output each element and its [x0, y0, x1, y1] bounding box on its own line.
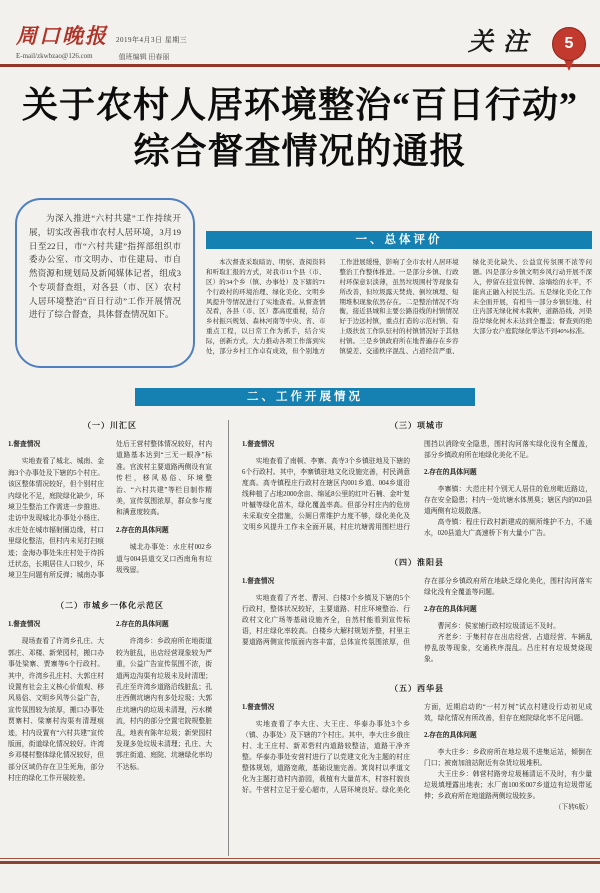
subsection-xiangcheng [242, 420, 592, 539]
continuation-note: （下转6版） [554, 804, 592, 811]
subsection-shifanqu [8, 600, 212, 785]
part-label-problems: 2.存在的具体问题 [424, 469, 477, 476]
part-label-inspection: 1.督查情况 [242, 704, 275, 711]
subsection-heading: （二）市城乡一体化示范区 [56, 600, 164, 610]
masthead [16, 26, 187, 62]
inspection-text: 实地查看了南顿、李寨、高寺3个乡镇驻地及下辖的6个行政村。其中，李寨镇驻地文化设施完善，村民满意度高。高寺镇程庄行政村在辖区内001乡道、004乡道沿线种植了占地2000余亩、绵延8公里的红叶石楠、金叶复叶槭等绿化苗木，绿化覆盖率高。但部分村庄内的危房未采取安全措施，公厕日常维护力度不够，绿化美化及文明乡风提升工作未全面开展，村庄坑塘需用围栏进行围挡以消除安全隐患，围村沟河落实绿化没有全覆盖，部分乡镇政府所在地绿化美化不足。 [242, 441, 592, 531]
problems-text: 李大庄乡：乡政府所在地垃圾不进集运站，倾倒在门口；被南加油站附近有杂货垃圾堆积。 [424, 749, 592, 767]
section-focus-label: 关注 [467, 29, 538, 56]
section-1-bar: 一、总体评价 [206, 231, 592, 249]
inspection-text: 现场查看了许湾乡孔庄、大郭庄、邓楼、新荣园村，搬口办事处梁寨、贾寨等6个行政村。其中，许湾乡孔庄村、大郭庄村设置有社会主义核心价值观、移风易俗、文明乡风等公益广告，宣传氛围较为浓厚，搬口办事处贾寨村、梁寨村沟渠有清理痕迹，村内设置有“六村共建”宣传版面，街道绿化情况较好。许湾乡邓楼村整体绿化情况较好，但部分区域仍存在卫生死角，部分村庄的绿化工作开展较差。 [8, 638, 104, 783]
part-label-problems: 2.存在的具体问题 [424, 606, 477, 613]
subsection-heading: （五）西华县 [390, 684, 444, 693]
section-overall-evaluation [206, 231, 592, 378]
problems-text: 齐老乡：于集村存在出店经营、占道经营、车辆乱停乱放等现象，交通秩序混乱。吕庄村有垃圾焚烧现象。 [424, 634, 592, 663]
masthead-email: E-mail/zkwbzao@126.com [16, 52, 93, 60]
paper-logo: 周口晚报 [16, 24, 108, 48]
masthead-editor: 值班编辑 田春丽 [118, 53, 170, 61]
headline [0, 82, 600, 174]
inspection-text: 实地查看了齐老、曹河、白楼3个乡镇及下辖的5个行政村，整体状况较好，主要道路、村庄环境整治、行政村文化广场等基础设施齐全，自然村能看到宣传标语，村庄绿化率较高。白楼乡大解村规划齐整，村里主要道路两侧宣传版面内容丰富，总体宣传氛围浓厚，但存在部分乡镇政府所在地缺乏绿化美化，围村沟河落实绿化没有全覆盖等问题。 [242, 578, 592, 646]
problems-text: 大王庄乡：韩营村路旁垃圾桶清运不及时，有少量垃圾填埋露出地表；水厂南100米007乡道边有垃圾带延伸；乡政府所在地道路两侧垃圾较多。 [424, 771, 592, 800]
subsection-chuanhui [8, 420, 212, 582]
part-label-inspection: 1.督查情况 [242, 441, 275, 448]
section-1-text: 本次督查采取暗访、明察、查阅资料和听取汇报的方式，对我市11个县（市、区）的34个乡（镇、办事处）及下辖的71个行政村的环境治理、绿化美化、文明乡风提升等情况进行了实地查看。从督查情况看，各县（市、区）都高度重视，结合乡村振兴规划、森林河南等中央、省、市重点工程，以日常工作为抓手，结合实际，创新方式，大力推动各项工作落到实处，部分乡村工作卓有成效，但个别地方工作进展缓慢，影响了全市农村人居环境整治工作整体推进。一是部分乡镇、行政村环保意识淡薄，虽然垃圾围村等现象有所改善，但垃圾露天焚烧、倒垃填埋、短期堆积现象依然存在。二是整治情况不均衡，接近县城和主要公路沿线的村镇情况好于边远村镇，重点打造的示范村镇、有上级扶贫工作队驻村的村镇情况好于其他村镇。三是乡镇政府所在地普遍存在乡容镇貌差、交通秩序混乱、占道经营严重、绿化美化缺失、公益宣传氛围不浓等问题。四是部分乡镇文明乡风行动开展不深入，停留在挂宣传牌、涂墙绘的水平，不能真正融入村民生活。五是绿化美化工作未全面开展，有相当一部分乡镇驻地、村庄内部无绿化树木栽种，道路沿线、河渠沿岸绿化树木未达到全覆盖；督查到的绝大部分农户庭院绿化率达不到40%标准。 [206, 259, 592, 355]
part-label-inspection: 1.督查情况 [8, 620, 41, 628]
part-label-problems: 2.存在的具体问题 [116, 526, 169, 534]
section-2-bar: 二、工作开展情况 [135, 388, 475, 406]
inspection-text: 实地查看了城北、城南、金海3个办事处及下辖的5个村庄。该区整体情况较好，但个别村庄内绿化不足，庭院绿化缺少，环境卫生整治工作需进一步推进。走访中发现城北办事处小杨庄、水庄处在城市辐射圈边缘，村口里绿化整洁，但村内未见打扫痕迹；金海办事处朱庄村处于待拆迁状态，长期居住人口较少，环境卫生问题有所反弹；城南办事处后王营村整体情况较好，村内道路基本达到“三无一眼净”标准。官波村主要道路两侧设有宣传栏，移风易俗、环境整治、“六村共建”等栏目制作精美，宣传氛围浓厚，群众参与度和满意度较高。 [8, 441, 212, 580]
intro-text: 为深入推进“六村共建”工作持续开展，切实改善我市农村人居环境，3月19日至22日，市“六村共建”指挥部组织市委办公室、市文明办、市住建局、市自然资源和规划局及新闻媒体记者，组成3个专项督查组，对各县（市、区）农村人居环境整治“百日行动”工作开展情况进行了综合督查，具体督查情况如下。 [29, 213, 181, 320]
subsection-heading: （三）项城市 [390, 421, 444, 430]
subsection-heading: （一）川汇区 [83, 421, 137, 430]
problems-text: 李寨镇：大范庄村个别无人居住的危房毗近路边，存在安全隐患；村内一处坑塘水体黑臭；辖区内的020县道两侧有垃圾散落。 [424, 486, 592, 515]
column-divider [228, 420, 229, 856]
part-label-problems: 2.存在的具体问题 [424, 732, 477, 739]
part-label-problems: 2.存在的具体问题 [116, 620, 169, 628]
section-1-body [206, 258, 592, 378]
inspection-text: 实地查看了李大庄、大王庄、华泰办事处3个乡（镇、办事处）及下辖的7个村庄。其中，李大庄乡俄庄村、北王庄村、新邓砦村内道路较整洁，道路干净齐整。华泰办事处安营村进行了以党建文化为主题的村庄整体规划，道路宽敞，基础设施完善。箕岗村以孝道文化为主题打造村内游园，栽植有大量苗木，村容村貌良好。牛营村立足于爱心超市，人居环境良好。绿化美化方面，近期启动的“一村万树”试点村建设行动初见成效，绿化情况有所改善，但存在庭院绿化率不足问题。 [242, 704, 592, 794]
problems-text: 许湾乡：乡政府所在地街道较为脏乱，出店经营现象较为严重，公益广告宣传氛围不浓，街道两边沟渠有垃圾未及时清理；孔庄至许湾乡道路沿线脏乱；孔庄西侧坑塘内有多处垃圾；大郭庄坑塘内的垃圾未清理，污水横流，村内的部分空置宅院规整脏乱，地表有陈年垃圾；新荣园村发现多处垃圾未清理；孔庄、大郭庄街道、庭院、坑塘绿化率均不达标。 [116, 638, 212, 771]
page-number: 5 [552, 27, 586, 61]
problems-text: 高寺镇：程庄行政村新建成的厕所维护不力，不通水，020县道大广高速桥下有大量小广告。 [424, 519, 592, 537]
subsection-huaiyang [242, 557, 592, 665]
part-label-inspection: 1.督查情况 [242, 578, 275, 585]
issue-date: 2019年4月3日 星期三 [116, 36, 188, 44]
headline-line2: 综合督查情况的通报 [133, 131, 467, 171]
bottom-rule [0, 858, 600, 864]
subsection-xihua [242, 683, 592, 813]
headline-line1: 关于农村人居环境整治“百日行动” [21, 85, 578, 125]
problems-text: 城北办事处：水庄村002乡道与004县道交叉口西南角有垃圾残留。 [116, 544, 212, 575]
subsection-heading: （四）淮阳县 [390, 558, 444, 567]
header-rule [0, 64, 600, 67]
section-2-right-column [242, 420, 592, 831]
problems-text: 曹河乡：侯家铺行政村垃圾清运不及时。 [437, 623, 560, 630]
part-label-inspection: 1.督查情况 [8, 441, 41, 448]
intro-box [15, 198, 195, 368]
section-2-left-column [8, 420, 212, 803]
